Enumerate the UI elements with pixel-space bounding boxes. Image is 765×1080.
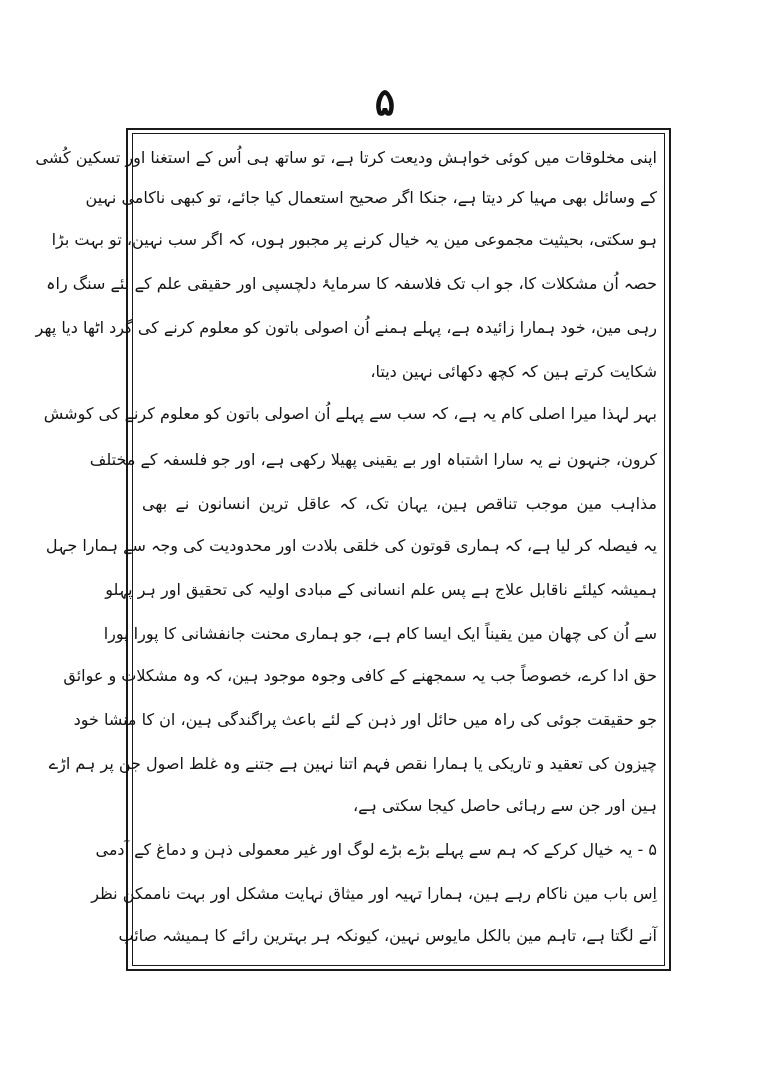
text-line: رہی مین، خود ہمارا زائیدہ ہے، پہلے ہمنے اُن اصولی باتون کو معلوم کرنے کی گرد اٹھا دیا پھر	[35, 318, 657, 337]
text-line: جو حقیقت جوئی کی راہ میں حائل اور ذہن کے لئے باعث پراگندگی ہین، ان کا منشا خود	[73, 710, 657, 729]
text-line: چیزون کی تعقید و تاریکی یا ہمارا نقص فہم اتنا نہین ہے جتنے وہ غلط اصول جن پر ہم اڑے	[48, 754, 657, 773]
text-line: شکایت کرتے ہین کہ کچھ دکھائی نہین دیتا،	[370, 362, 657, 381]
text-line: ہین اور جن سے رہائی حاصل کیجا سکتی ہے،	[352, 796, 657, 815]
text-line: اپنی مخلوقات میں کوئی خواہش ودیعت کرتا ہے، تو ساتھ ہی اُس کے استغنا اور تسکین کُشی	[35, 148, 657, 167]
text-line: ہمیشہ کیلئے ناقابل علاج ہے پس علم انسانی کے مبادی اولیہ کی تحقیق اور ہر پہلو	[105, 580, 657, 599]
text-line: سے اُن کی چھان مین یقیناً ایک ایسا کام ہے، جو ہماری محنت جانفشانی کا پورا پورا	[103, 624, 657, 643]
paragraph-first-line: بہر لہذا میرا اصلی کام یہ ہے، کہ سب سے پہلے اُن اصولی باتون کو معلوم کرنے کی کوشش	[43, 404, 657, 423]
text-line: یہ فیصلہ کر لیا ہے، کہ ہماری قوتون کی خلقی بلادت اور محدودیت کی وجہ سے ہمارا جہل	[45, 536, 657, 555]
text-line: حصہ اُن مشکلات کا، جو اب تک فلاسفہ کا سرمایۂ دلچسپی اور حقیقی علم کے لئے سنگ راہ	[46, 274, 657, 293]
text-line: مذاہب مین موجب تناقص ہین، یہان تک، کہ عاقل ترین انسانون نے بھی	[142, 494, 657, 513]
text-line: آنے لگتا ہے، تاہم مین بالکل مایوس نہین، کیونکہ ہر بہترین رائے کا ہمیشہ صائب	[118, 926, 657, 945]
page-number: ۵	[374, 79, 396, 124]
text-line: کرون، جنہون نے یہ سارا اشتباہ اور بے یقینی پھیلا رکھی ہے، اور جو فلسفہ کے مختلف	[89, 450, 657, 469]
text-line: کے وسائل بھی مہیا کر دیتا ہے، جنکا اگر صحیح استعمال کیا جائے، تو کبھی ناکامی نہین	[85, 188, 657, 207]
text-line: اِس باب مین ناکام رہے ہین، ہمارا تہیہ اور میثاق نہایت مشکل اور بہت ناممکن نظر	[91, 884, 657, 903]
text-line: حق ادا کرے، خصوصاً جب یہ سمجھنے کے کافی وجوہ موجود ہین، کہ وہ مشکلات و عوائق	[63, 666, 657, 685]
text-body	[35, 138, 657, 960]
text-line: ہو سکتی، بحیثیت مجموعی مین یہ خیال کرنے پر مجبور ہوں، کہ اگر سب نہین، تو بہت بڑا	[51, 230, 657, 249]
section-5-first-line: ۵ - یہ خیال کرکے کہ ہم سے پہلے بڑے بڑے لوگ اور غیر معمولی ذہن و دماغ کے آدمی	[95, 840, 657, 859]
